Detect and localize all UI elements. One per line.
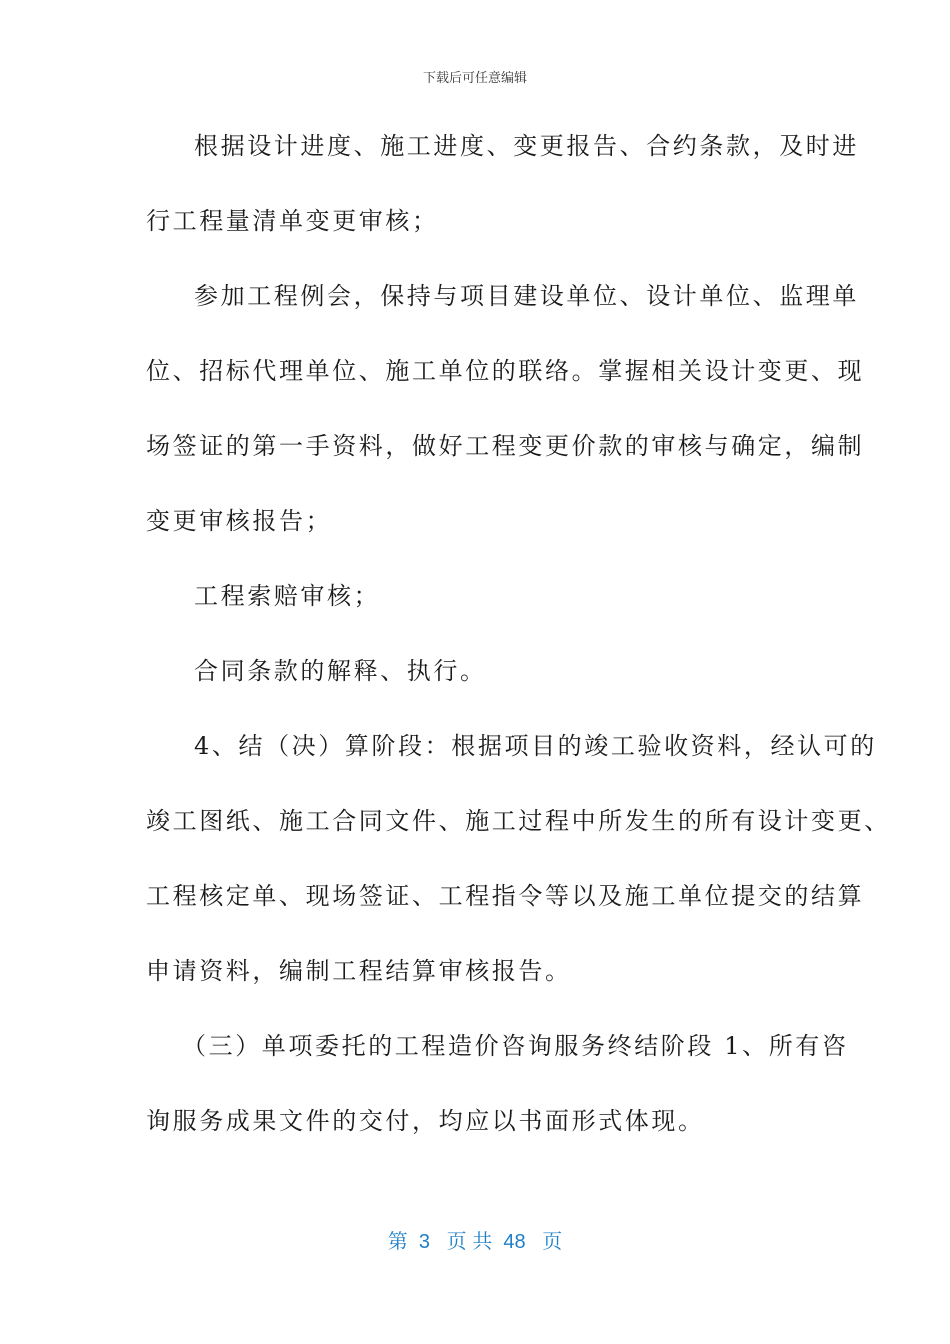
body-line: 4、结（决）算阶段：根据项目的竣工验收资料，经认可的 bbox=[194, 732, 877, 760]
body-line: 行工程量清单变更审核； bbox=[146, 207, 439, 235]
body-line: 工程索赔审核； bbox=[194, 582, 381, 610]
page-number-label: 第 3 页 共 48 页 bbox=[387, 1231, 563, 1253]
body-line: 申请资料，编制工程结算审核报告。 bbox=[146, 957, 572, 985]
body-line: 变更审核报告； bbox=[146, 507, 333, 535]
body-line: 位、招标代理单位、施工单位的联络。掌握相关设计变更、现 bbox=[146, 357, 865, 385]
body-line: 工程核定单、现场签证、工程指令等以及施工单位提交的结算 bbox=[146, 882, 865, 910]
body-line: 参加工程例会，保持与项目建设单位、设计单位、监理单 bbox=[194, 282, 859, 310]
body-line: 竣工图纸、施工合同文件、施工过程中所发生的所有设计变更、 bbox=[146, 807, 891, 835]
page-footer bbox=[0, 1225, 950, 1254]
body-line: 合同条款的解释、执行。 bbox=[194, 657, 487, 685]
document-body bbox=[146, 116, 891, 1166]
body-line: 询服务成果文件的交付，均应以书面形式体现。 bbox=[146, 1107, 705, 1135]
page-header: 下载后可任意编辑 bbox=[422, 71, 527, 86]
body-line: （三）单项委托的工程造价咨询服务终结阶段 1、所有咨 bbox=[182, 1032, 849, 1060]
body-line: 根据设计进度、施工进度、变更报告、合约条款，及时进 bbox=[194, 132, 859, 160]
body-line: 场签证的第一手资料，做好工程变更价款的审核与确定，编制 bbox=[146, 432, 865, 460]
